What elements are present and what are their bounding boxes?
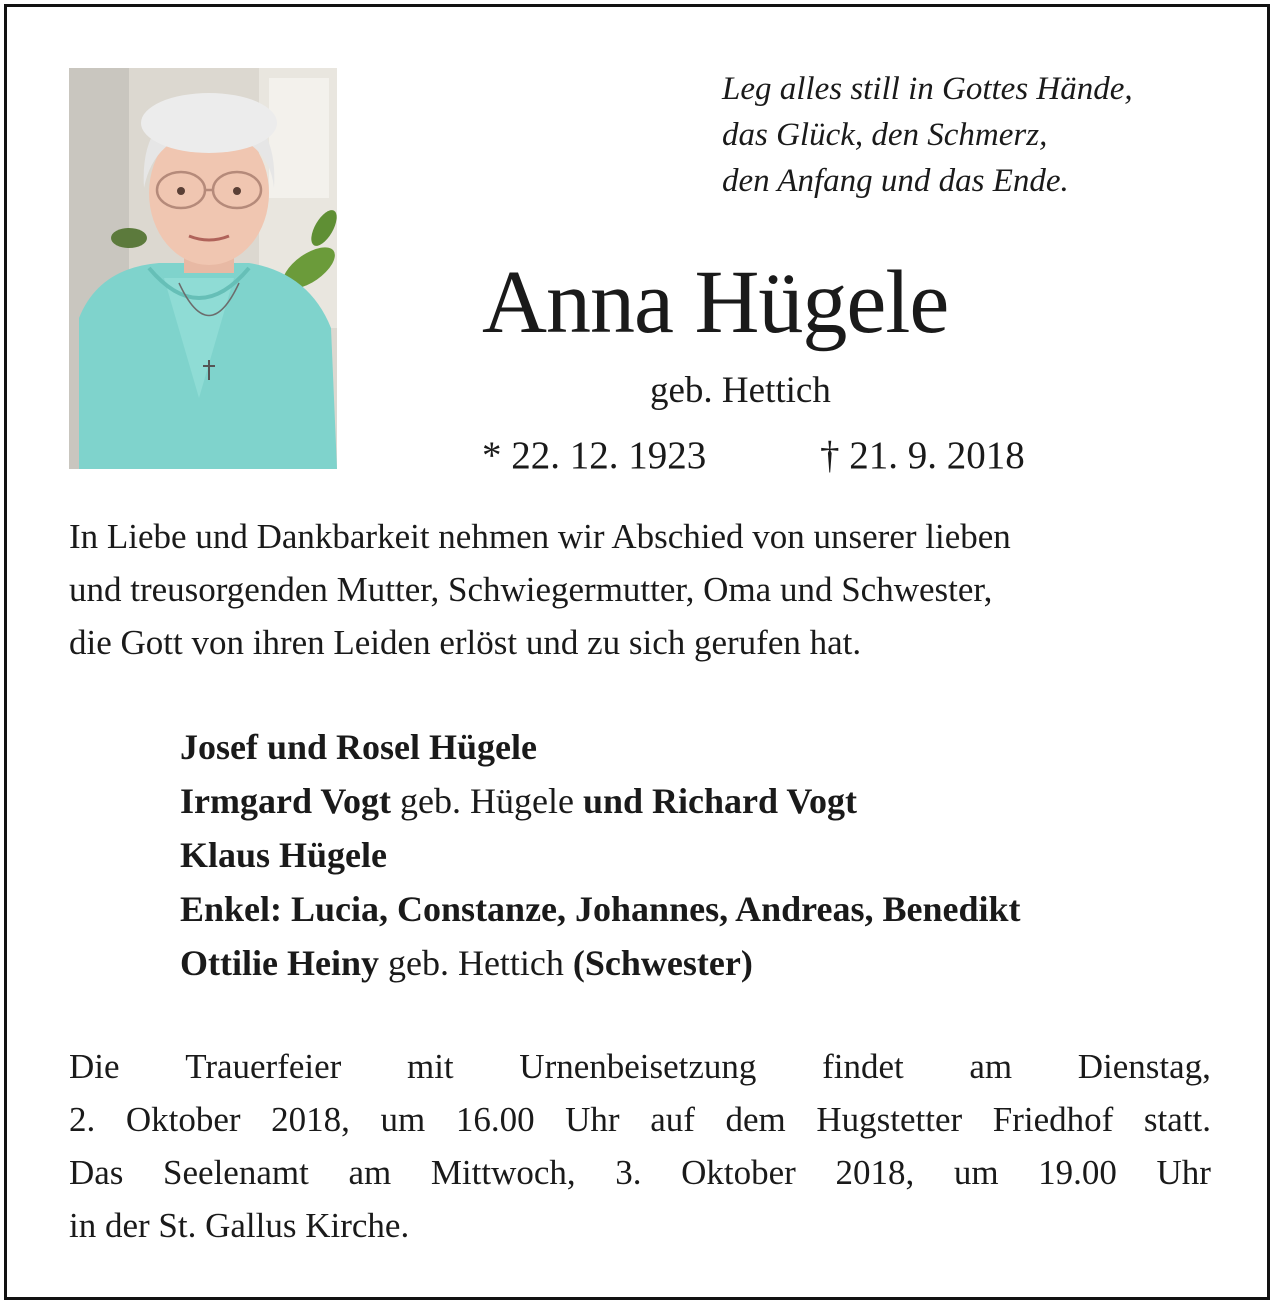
intro-line: und treusorgenden Mutter, Schwiegermutter, Oma und Schwester, [69, 570, 993, 609]
mourner-maiden-note: geb. Hettich [378, 943, 573, 983]
service-line: in der St. Gallus Kirche. [69, 1206, 410, 1245]
service-word: Mittwoch, [430, 1153, 576, 1192]
mourner-row [180, 936, 1220, 990]
service-word: Uhr [565, 1100, 620, 1139]
service-word: Seelenamt [163, 1153, 309, 1192]
service-word: Das [69, 1153, 124, 1192]
service-line [69, 1146, 1211, 1199]
verse-line: Leg alles still in Gottes Hände, [722, 71, 1133, 107]
verse-block [722, 66, 1242, 204]
service-announcement [69, 1040, 1211, 1252]
mourner-name: Ottilie Heiny [180, 943, 379, 983]
mourner-row [180, 828, 1220, 882]
service-word: auf [650, 1100, 695, 1139]
service-word: um [380, 1100, 426, 1139]
portrait-photo [69, 68, 337, 469]
service-word: Die [69, 1047, 120, 1086]
service-word: am [348, 1153, 392, 1192]
service-word: Friedhof [992, 1100, 1114, 1139]
intro-line: die Gott von ihren Leiden erlöst und zu sich gerufen hat. [69, 623, 862, 662]
service-word: 3. [615, 1153, 642, 1192]
service-word: mit [406, 1047, 454, 1086]
deceased-name: Anna Hügele [482, 253, 949, 352]
service-line [69, 1093, 1211, 1146]
service-word: Oktober [125, 1100, 241, 1139]
service-word: am [969, 1047, 1013, 1086]
mourner-name: Klaus Hügele [180, 835, 388, 875]
intro-line: In Liebe und Dankbarkeit nehmen wir Abschied von unserer lieben [69, 517, 1011, 556]
mourner-relation: (Schwester) [572, 943, 753, 983]
service-word: findet [822, 1047, 904, 1086]
service-word: Urnenbeisetzung [519, 1047, 757, 1086]
service-word: 19.00 [1038, 1153, 1117, 1192]
mourners-list [180, 720, 1220, 990]
service-word: Oktober [681, 1153, 796, 1192]
service-line [69, 1040, 1211, 1093]
service-word: Trauerfeier [185, 1047, 342, 1086]
service-word: um [953, 1153, 999, 1192]
service-word: dem [725, 1100, 786, 1139]
verse-line: den Anfang und das Ende. [722, 163, 1069, 199]
service-word: Dienstag, [1077, 1047, 1211, 1086]
mourner-maiden-note: geb. Hügele [391, 781, 583, 821]
mourner-name: Josef und Rosel Hügele [180, 727, 538, 767]
service-word: 2018, [835, 1153, 915, 1192]
service-word: 2. [69, 1100, 96, 1139]
mourner-name: und Richard Vogt [582, 781, 858, 821]
birth-date: * 22. 12. 1923 [482, 434, 707, 477]
death-date: † 21. 9. 2018 [820, 434, 1025, 477]
service-word: Uhr [1156, 1153, 1211, 1192]
intro-text [69, 510, 1211, 669]
maiden-name: geb. Hettich [650, 370, 831, 411]
verse-line: das Glück, den Schmerz, [722, 117, 1048, 153]
service-word: 2018, [271, 1100, 350, 1139]
mourner-row [180, 720, 1220, 774]
mourner-name: Irmgard Vogt [180, 781, 392, 821]
service-word: Hugstetter [816, 1100, 963, 1139]
mourner-row [180, 774, 1220, 828]
service-word: 16.00 [455, 1100, 535, 1139]
service-word: statt. [1143, 1100, 1211, 1139]
mourner-row [180, 882, 1220, 936]
mourner-name: Enkel: Lucia, Constanze, Johannes, Andreas, Benedikt [180, 889, 1021, 929]
